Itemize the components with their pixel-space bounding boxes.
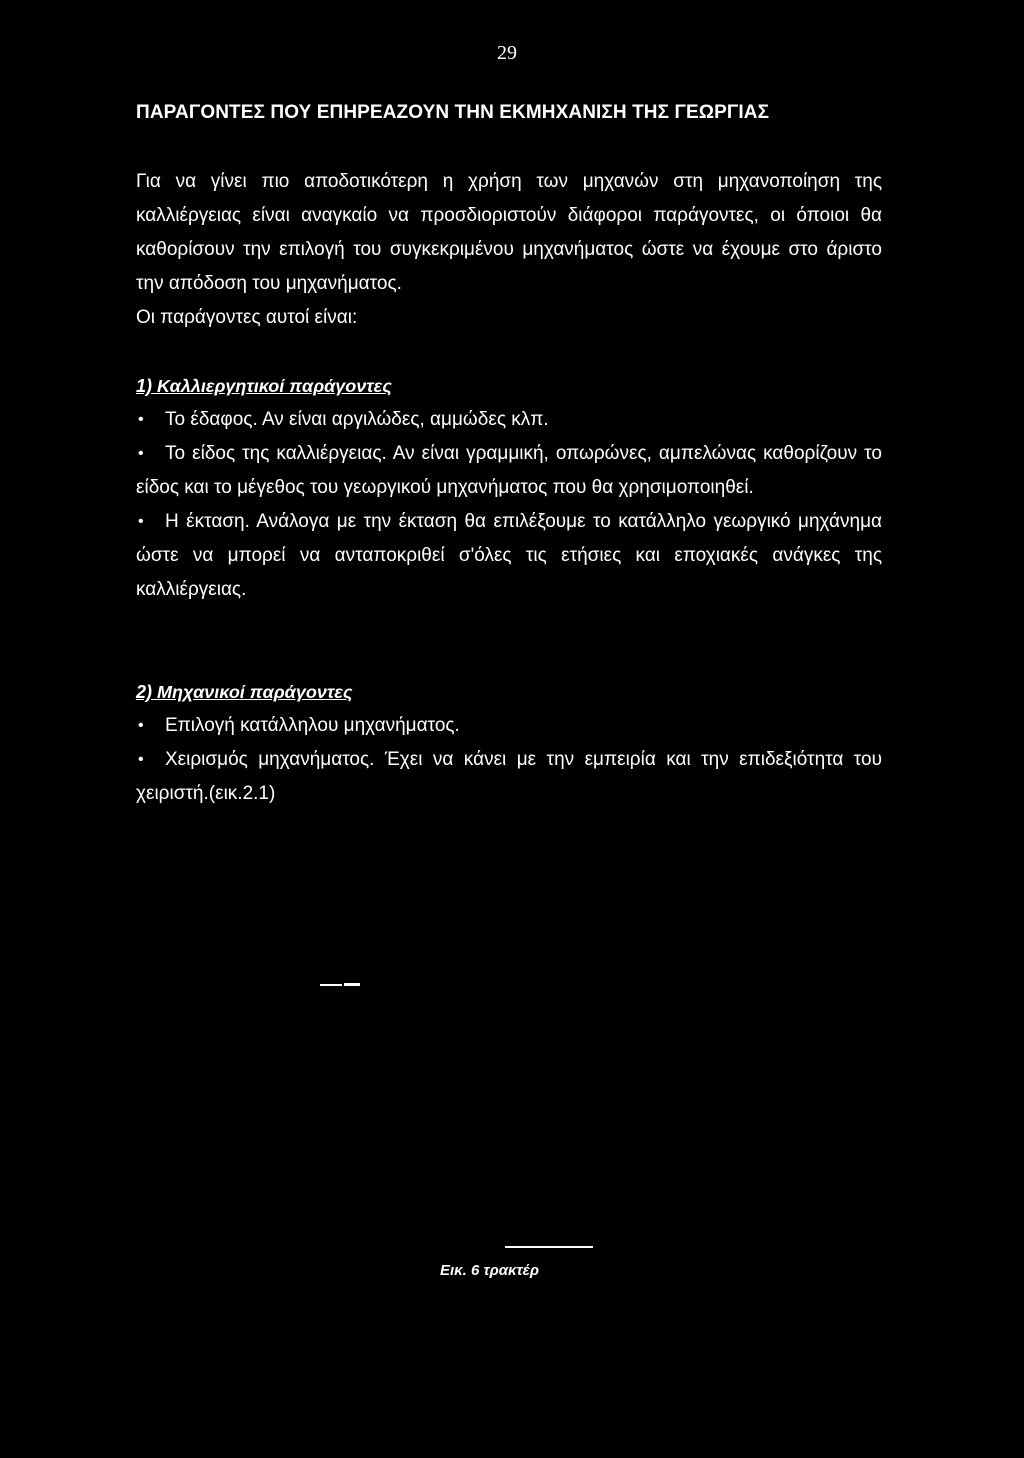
list-item: • Το έδαφος. Αν είναι αργιλώδες, αμμώδες κλπ. bbox=[136, 403, 882, 437]
caption-rule bbox=[505, 1246, 593, 1248]
figure-top-rule-segment bbox=[344, 983, 360, 986]
bullet-icon: • bbox=[138, 445, 144, 462]
bullet-icon: • bbox=[138, 411, 144, 428]
section-heading-mechanical: 2) Μηχανικοί παράγοντες bbox=[136, 682, 353, 702]
figure-top-rule bbox=[320, 984, 342, 986]
page-title: ΠΑΡΑΓΟΝΤΕΣ ΠΟΥ ΕΠΗΡΕΑΖΟΥΝ ΤΗΝ ΕΚΜΗΧΑΝΙΣΗ ΤΗΣ ΓΕΩΡΓΙΑΣ bbox=[136, 102, 770, 123]
bullet-icon: • bbox=[138, 717, 144, 734]
page-number: 29 bbox=[497, 42, 517, 64]
bullet-icon: • bbox=[138, 751, 144, 768]
section-heading-cultivation: 1) Καλλιεργητικοί παράγοντες bbox=[136, 376, 392, 396]
intro-lead: Οι παράγοντες αυτοί είναι: bbox=[136, 307, 358, 328]
list-item: • Η έκταση. Ανάλογα με την έκταση θα επιλέξουμε το κατάλληλο γεωργικό μηχάνημα ώστε να μπορεί να ανταποκριθεί σ'όλες τις ετήσιες και εποχιακές ανάγκες της καλλιέργειας. bbox=[136, 505, 882, 607]
bullet-icon: • bbox=[138, 513, 144, 530]
body-text bbox=[136, 165, 882, 811]
list-item: • Επιλογή κατάλληλου μηχανήματος. bbox=[136, 709, 882, 743]
figure-caption: Εικ. 6 τρακτέρ bbox=[440, 1262, 539, 1279]
list-item: • Το είδος της καλλιέργειας. Αν είναι γραμμική, οπωρώνες, αμπελώνας καθορίζουν το είδος και το μέγεθος του γεωργικού μηχανήματος που θα χρησιμοποιηθεί. bbox=[136, 437, 882, 505]
intro-paragraph: Για να γίνει πιο αποδοτικότερη η χρήση των μηχανών στη μηχανοποίηση της καλλιέργειας είναι αναγκαίο να προσδιοριστούν διάφοροι παράγοντες, οι όποιοι θα καθορίσουν την επιλογή του συγκεκριμένου μηχανήματος ώστε να έχουμε στο άριστο την απόδοση του μηχανήματος. bbox=[136, 171, 882, 294]
list-item: • Χειρισμός μηχανήματος. Έχει να κάνει με την εμπειρία και την επιδεξιότητα του χειριστή.(εικ.2.1) bbox=[136, 743, 882, 811]
